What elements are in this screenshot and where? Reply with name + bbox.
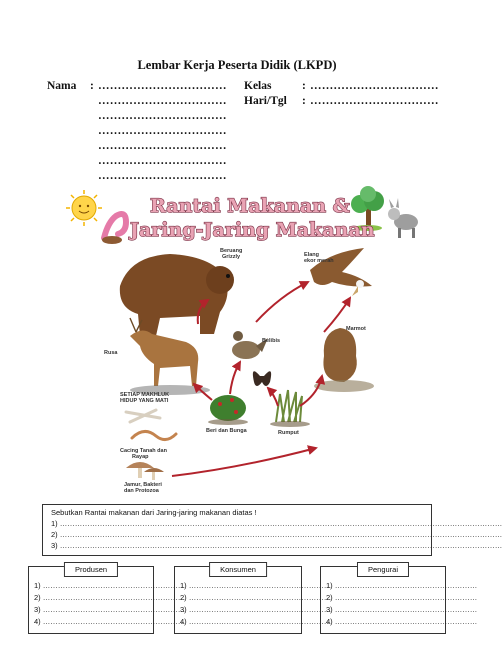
bear-figure <box>120 254 234 336</box>
decomposer-line-3[interactable]: 3) ………………………………………………… <box>326 605 478 614</box>
caption-grass: Rumput <box>278 430 299 436</box>
butterfly-figure <box>253 371 271 386</box>
caption-living-1: SETIAP MAKHLUK <box>120 392 170 398</box>
answer-line-1[interactable]: 1) …………………………………………………………………………………………………………………………………………………………… <box>51 519 502 528</box>
name-field-line-7[interactable]: …………………………… <box>98 170 227 182</box>
arrow-grass-to-marmot <box>300 376 322 406</box>
class-label: Kelas <box>244 80 272 92</box>
decomposer-line-2[interactable]: 2) ………………………………………………… <box>326 593 478 602</box>
caption-marmot: Marmot <box>346 326 366 332</box>
name-field-line-5[interactable]: …………………………… <box>98 140 227 152</box>
name-colon: : <box>90 80 94 92</box>
consumer-box <box>174 565 332 634</box>
fungi-figure <box>126 462 164 480</box>
caption-worm-1: Cacing Tanah dan <box>120 448 167 454</box>
name-field-line-4[interactable]: …………………………… <box>98 125 227 137</box>
day-colon: : <box>302 95 306 107</box>
caption-deer: Rusa <box>104 350 118 356</box>
answer-line-2[interactable]: 2) …………………………………………………………………………………………………………………………………………………………… <box>51 530 502 539</box>
class-colon: : <box>302 80 306 92</box>
arrow-fungi-to-plants <box>172 448 316 476</box>
arrow-grass-to-butterfly <box>268 388 278 406</box>
arrow-grouse-to-eagle <box>256 282 308 322</box>
answer-line-3[interactable]: 3) …………………………………………………………………………………………………………………………………………………………… <box>51 541 502 550</box>
donkey-icon <box>388 198 418 238</box>
caption-eagle-2: ekor merah <box>304 258 334 264</box>
grass-figure <box>270 390 310 427</box>
caption-berry: Beri dan Bunga <box>206 428 247 434</box>
name-field-line-2[interactable]: …………………………… <box>98 95 227 107</box>
consumer-line-3[interactable]: 3) ………………………………………………… <box>180 605 332 614</box>
caption-grouse: Belibis <box>262 338 281 344</box>
consumer-line-1[interactable]: 1) ………………………………………………… <box>180 581 332 590</box>
class-field[interactable]: …………………………… <box>310 80 439 92</box>
producer-box <box>28 565 186 634</box>
eagle-figure <box>310 248 372 296</box>
name-field-line-3[interactable]: …………………………… <box>98 110 227 122</box>
berry-bush-figure <box>208 395 248 425</box>
producer-label: Produsen <box>64 562 118 577</box>
question-prompt: Sebutkan Rantai makanan dari Jaring-jaring makanan diatas ! <box>51 508 257 517</box>
decomposer-line-4[interactable]: 4) ………………………………………………… <box>326 617 478 626</box>
producer-line-1[interactable]: 1) ………………………………………………… <box>34 581 186 590</box>
name-field-line-6[interactable]: …………………………… <box>98 155 227 167</box>
arrow-berry-to-grouse <box>230 362 240 394</box>
caption-eagle-1: Elang <box>304 252 319 258</box>
sun-icon <box>66 190 102 226</box>
consumer-label: Konsumen <box>209 562 267 577</box>
caption-bear-2: Grizzly <box>222 254 241 260</box>
banner-line-2: Jaring-Jaring Makanan <box>130 219 375 241</box>
grouse-figure <box>232 331 268 359</box>
caption-living-2: HIDUP YANG MATI <box>120 398 169 404</box>
producer-line-3[interactable]: 3) ………………………………………………… <box>34 605 186 614</box>
name-label: Nama <box>47 80 77 92</box>
decomposer-line-1[interactable]: 1) ………………………………………………… <box>326 581 478 590</box>
name-field[interactable]: …………………………… <box>98 80 227 92</box>
marmot-figure <box>314 328 374 392</box>
food-web-svg <box>60 186 440 498</box>
consumer-line-4[interactable]: 4) ………………………………………………… <box>180 617 332 626</box>
producer-line-2[interactable]: 2) ………………………………………………… <box>34 593 186 602</box>
food-web-illustration <box>60 186 440 498</box>
bones-figure <box>126 410 160 422</box>
producer-line-4[interactable]: 4) ………………………………………………… <box>34 617 186 626</box>
caption-fungi-1: Jamur, Bakteri <box>124 482 162 488</box>
question-box <box>42 504 502 556</box>
caption-bear-1: Beruang <box>220 248 243 254</box>
caption-fungi-2: dan Protozoa <box>124 488 159 494</box>
decomposer-box <box>320 565 478 634</box>
worm-cartoon-icon <box>102 214 126 244</box>
worm-figure <box>132 431 176 439</box>
day-label: Hari/Tgl <box>244 95 287 107</box>
consumer-line-2[interactable]: 2) ………………………………………………… <box>180 593 332 602</box>
banner-line-1: Rantai Makanan & <box>150 195 350 217</box>
day-field[interactable]: …………………………… <box>310 95 439 107</box>
decomposer-label: Pengurai <box>357 562 409 577</box>
caption-worm-2: Rayap <box>132 454 149 460</box>
worksheet-title: Lembar Kerja Peserta Didik (LKPD) <box>137 58 337 72</box>
